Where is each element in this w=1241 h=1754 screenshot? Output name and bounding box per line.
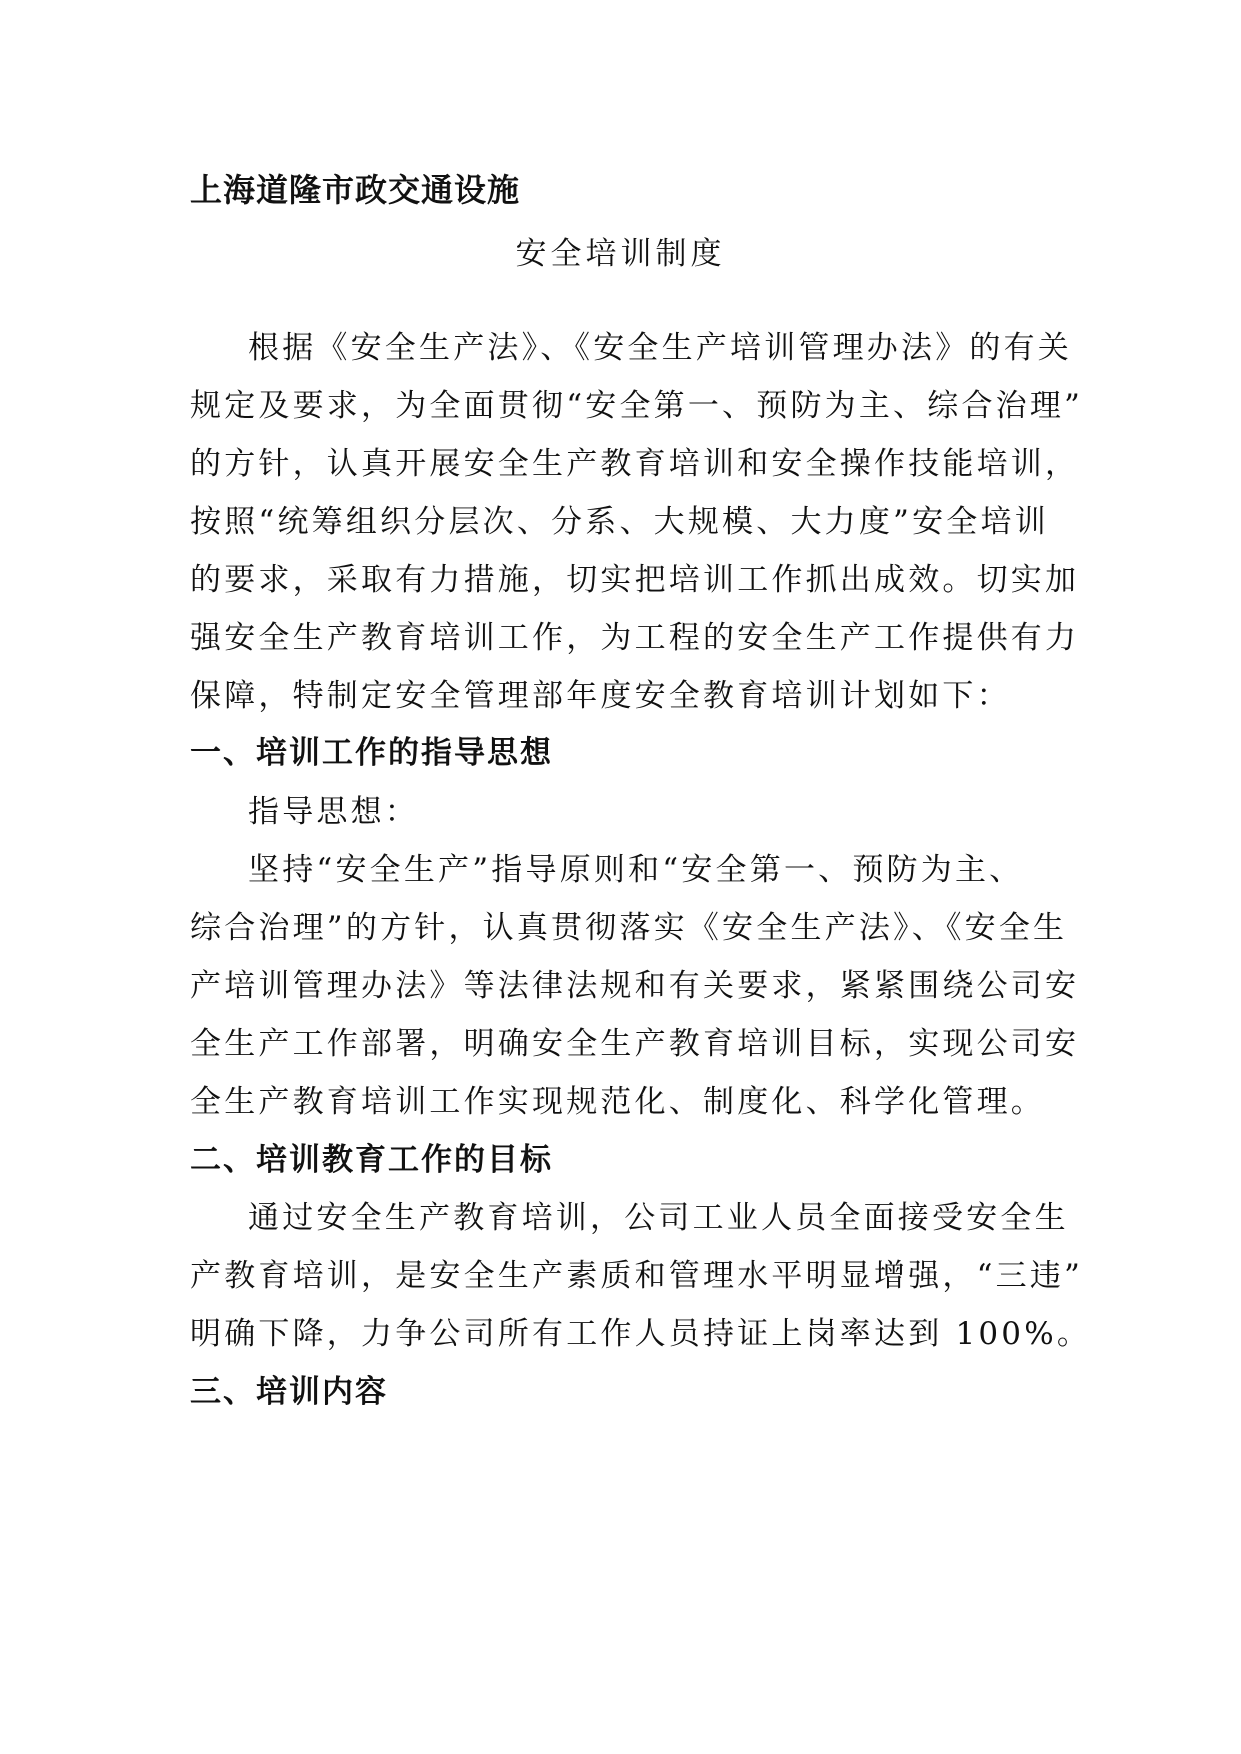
section-line: 坚持“安全生产”指导原则和“安全第一、预防为主、: [248, 852, 1024, 888]
section-heading: 三、培训内容: [190, 1374, 388, 1410]
section-line: 全生产工作部署，明确安全生产教育培训目标，实现公司安: [190, 1026, 1080, 1062]
intro-line: 的要求，采取有力措施，切实把培训工作抓出成效。切实加: [190, 562, 1080, 598]
section-line: 产培训管理办法》等法律法规和有关要求，紧紧围绕公司安: [190, 968, 1080, 1004]
organization-title: 上海道隆市政交通设施: [190, 171, 521, 209]
intro-line: 按照“统筹组织分层次、分系、大规模、大力度”安全培训: [190, 504, 1049, 540]
intro-line: 的方针，认真开展安全生产教育培训和安全操作技能培训，: [190, 446, 1080, 482]
intro-line: 规定及要求，为全面贯彻“安全第一、预防为主、综合治理”: [190, 388, 1084, 424]
section-line: 明确下降，力争公司所有工作人员持证上岗率达到 100%。: [190, 1316, 1092, 1352]
section-line: 产教育培训，是安全生产素质和管理水平明显增强，“三违”: [190, 1258, 1084, 1294]
section-line: 全生产教育培训工作实现规范化、制度化、科学化管理。: [190, 1084, 1045, 1120]
intro-line: 强安全生产教育培训工作，为工程的安全生产工作提供有力: [190, 620, 1080, 656]
intro-line: 保障，特制定安全管理部年度安全教育培训计划如下：: [190, 678, 1011, 714]
section-heading: 二、培训教育工作的目标: [190, 1142, 553, 1178]
document-title: 安全培训制度: [515, 236, 726, 272]
section-heading: 一、培训工作的指导思想: [190, 735, 553, 771]
intro-line: 根据《安全生产法》、《安全生产培训管理办法》的有关: [248, 330, 1072, 366]
section-subheading: 指导思想：: [248, 794, 419, 830]
section-line: 通过安全生产教育培训，公司工业人员全面接受安全生: [248, 1200, 1069, 1236]
section-line: 综合治理”的方针，认真贯彻落实《安全生产法》、《安全生: [190, 910, 1068, 946]
